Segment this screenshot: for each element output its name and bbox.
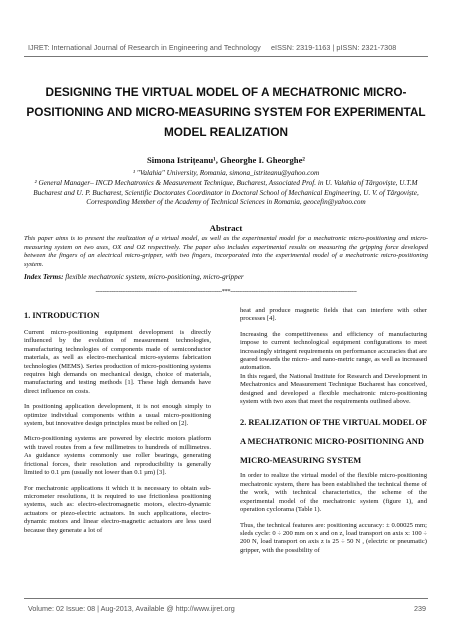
intro-paragraph-3: Micro-positioning systems are powered by electric motors platform with travel routes from a few millimetres to hundreds of millimetres. As guidance systems commonly use roller bearings, generating frictional forces, their resolution and reproducibility is generally limited to 0.1 µm (usually not lower than 0.1 µm) [3].	[24, 435, 211, 477]
right-paragraph-3: In this regard, the National Institute for Research and Development in Mechatronics and Measurement Technique Bucharest has conceived, designed and developed a flexible mechatronic micro-positioning system with two axes that meet the requirements outlined above.	[240, 372, 427, 406]
index-terms	[24, 273, 428, 281]
paper-authors: Simona Istrițeanu¹, Gheorghe I. Gheorghe²	[147, 155, 305, 165]
journal-header	[28, 43, 428, 52]
intro-heading: 1. INTRODUCTION	[24, 311, 100, 320]
right-paragraph-1: heat and produce magnetic fields that can interfere with other processes [4].	[240, 307, 427, 323]
footer-rule	[24, 598, 428, 599]
intro-paragraph-1: Current micro-positioning equipment development is directly influenced by the evolution of measurement technologies, manufacturing technologies of components made of semiconductor materials, as well as electro-mechanical micro-systems fabrication technologies (MEMS). Series production of micro-positioning systems requires high demands on mechanical design, choice of materials, manufacturing and testing methods [1]. These high demands have direct influence on costs.	[24, 329, 211, 395]
abstract-text: This paper aims is to present the realization of a virtual model, as well as the experimental model for a mechatronic micro-positioning and micro-measuring system on two axes, OX and OZ respectively. The paper also includes experimental results on measuring the gripping force developed between the fingers of an electrical micro-gripper, with two fingers, incorporated into the experimental model of a mechatronic micro-positioning system.	[24, 235, 428, 268]
section-separator: -----------------------------------------------------------------------***-----------------------------------------------------------------------	[95, 288, 357, 295]
index-terms-text: flexible mechatronic system, micro-positioning, micro-gripper	[63, 273, 244, 281]
journal-name: IJRET: International Journal of Research in Engineering and Technology	[28, 43, 261, 52]
index-terms-label: Index Terms:	[24, 273, 64, 281]
intro-paragraph-2: In positioning application development, it is not enough simply to optimize individual components within a usual micro-positioning system, but innovative design principles must be relied on [2].	[24, 403, 211, 428]
header-rule	[24, 56, 428, 57]
right-column	[240, 307, 427, 562]
right-paragraph-2: Increasing the competitiveness and efficiency of manufacturing impose to current technological equipment configurations to meet increasingly stringent requirements on performance accuracies that are geared towards the micro- and nano-metric range, as well as increased automation.	[240, 330, 427, 372]
paper-title: DESIGNING THE VIRTUAL MODEL OF A MECHATRONIC MICRO-POSITIONING AND MICRO-MEASURING SYSTEM FOR EXPERIMENTAL MODEL REALIZATION	[26, 85, 426, 139]
left-column	[24, 307, 211, 542]
journal-issn: eISSN: 2319-1163 | pISSN: 2321-7308	[270, 43, 397, 52]
abstract-heading: Abstract	[209, 223, 243, 233]
section-2-heading: 2. REALIZATION OF THE VIRTUAL MODEL OF A MECHATRONIC MICRO-POSITIONING AND MICRO-MEASURING SYSTEM	[240, 418, 427, 466]
page-number: 239	[414, 604, 426, 613]
right-paragraph-4: In order to realize the virtual model of the flexible micro-positioning mechatronic system, there has been established the technical theme of the work, with technical characteristics, the scheme of the experimental model of the mechatronic system (figure 1), and operation cyclorama (Table 1).	[240, 472, 427, 514]
right-paragraph-5: Thus, the technical features are: positioning accuracy: ± 0.00025 mm; sleds cycle: 0 ÷ 200 mm on x and on z, load transport on axis x: 100 ÷ 200 N, load transport on axis z is 25 ÷ 50 N , (electric or pneumatic) gripper, with the possibility of	[240, 521, 427, 554]
affiliation-1: ¹ "Valahia" University, Romania, simona_istriteanu@yahoo.com	[132, 169, 320, 177]
footer-volume: Volume: 02 Issue: 08 | Aug-2013, Available @ http://www.ijret.org	[28, 604, 235, 613]
page-footer	[28, 604, 426, 613]
intro-paragraph-4: For mechatronic applications it which it is necessary to obtain sub-micrometer resolutions, it is required to use frictionless positioning systems, such as: electro-electromagnetic motors, electro-dynamic actuators or piezo-electric actuators. In such applications, electro-dynamic motors and linear electro-magnetic actuators are less used because they generate a lot of	[24, 484, 211, 534]
affiliation-2: ² General Manager– INCD Mechatronics & Measurement Technique, Bucharest, Associated Prof. in U. Valahia of Târgoviște, U.T.M Bucharest and U. P. Bucharest, Scientific Doctorates Coordinator in Doctoral School of Mechanical Engineering, U. V. of Târgoviște, Corresponding Member of the Academy of Technical Sciences in Romania, geocefin@yahoo.com	[33, 179, 419, 207]
